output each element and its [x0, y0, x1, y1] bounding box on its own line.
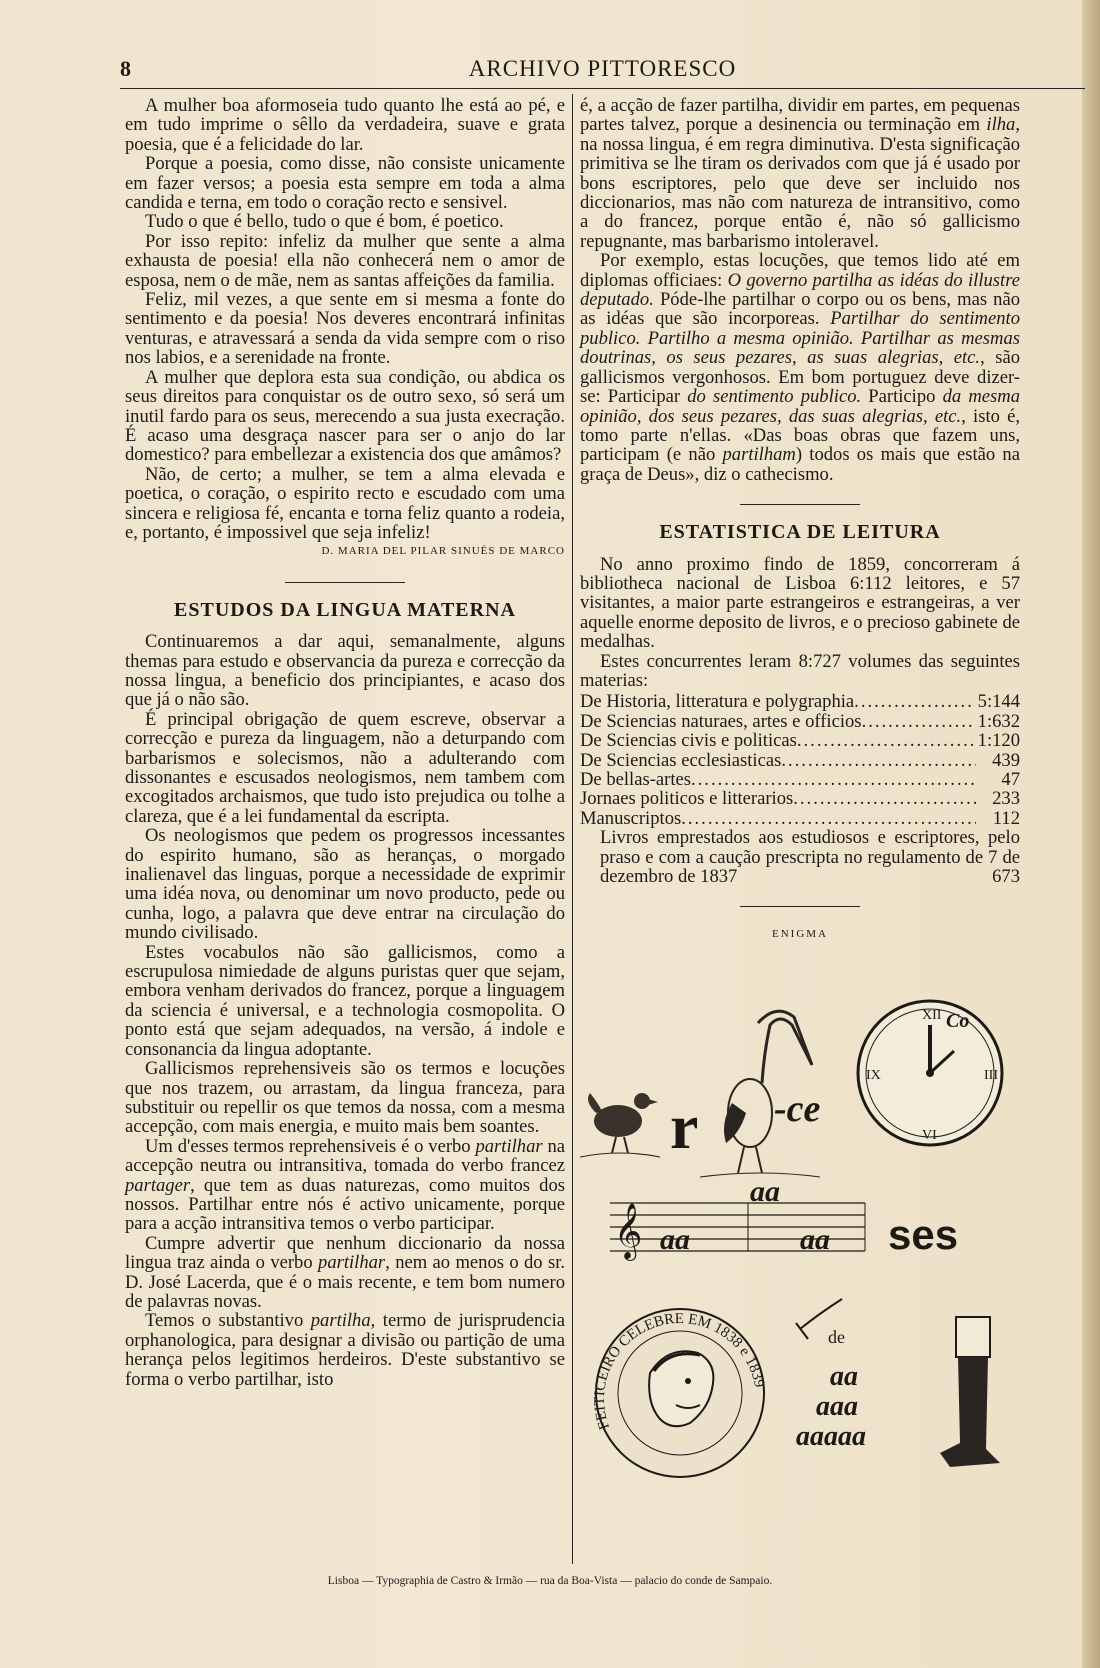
- enigma-rebus: [580, 953, 1020, 1513]
- hen-icon: [580, 1093, 660, 1157]
- medallion-inscription: FEITICEIRO CELEBRE EM 1838 e 1839: [591, 1310, 768, 1432]
- paragraph: Por exemplo, estas locuções, que temos lido até em diplomas officiaes: O governo partilha as idéas do illustre deputado. Póde-lhe partilhar o corpo ou os bens, mas não as idéas que são incorporeas. Partilhar do sentimento publico. Partilho a mesma opinião. Partilhar as mesmas doutrinas, os seus pezares, as suas alegrias, etc., são gallicismos vergonhosos. Em bom portuguez deve dizer-se: Participar do sentimento publico. Participo da mesma opinião, dos seus pezares, das suas alegrias, etc., isto é, tomo parte n'ellas. «Das boas obras que fazem uns, participam (e não partilham) todos os mais que estão na graça de Deus», diz o cathecismo.: [580, 250, 1021, 485]
- author-signature: D. MARIA DEL PILAR SINUÉS DE MARCO: [321, 545, 565, 558]
- paragraph: Cumpre advertir que nenhum diccionario da nossa lingua traz ainda o verbo partilhar, nem ao menos o do sr. D. José Lacerda, que é o mais recente, e tem bom numero de palavras novas.: [125, 1232, 566, 1312]
- rebus-staff-top: aa: [750, 1174, 780, 1208]
- stat-row: De Historia, litteratura e polygraphia ..... 5:144: [580, 692, 1020, 711]
- paragraph: é, a acção de fazer partilha, dividir em partes, em pequenas partes talvez, porque a desinencia ou terminação em ilha, na nossa lingua, é em regra diminutiva. D'esta significação primitiva se lhe tiram os derivados com que já é usado por bons escriptores, pelo que deve ser incluido nos diccionarios, mas não com natureza de intransitivo, como a do francez, porque então é, não só gallicismo repugnante, mas barbarismo intoleravel.: [580, 95, 1020, 252]
- rebus-staff-left: aa: [660, 1222, 690, 1256]
- page-header: [120, 52, 1085, 89]
- stat-row: Livros emprestados aos estudiosos e escriptores, pelo praso e com a caução prescripta no regulamento de 7 de dezembro de 1837 673: [600, 828, 1020, 887]
- stat-row: De Sciencias naturaes, artes e officios ..... 1:632: [580, 712, 1020, 731]
- stat-row: Jornaes politicos e litterarios ..... 233: [580, 789, 1020, 808]
- paragraph: Feliz, mil vezes, a que sente em si mesma a fonte do sentimento e da poesia! Nos deveres encontrará infinitas venturas, e atravessará a senda da vida sempre com o riso nos labios, e a serenidade na fronte.: [125, 289, 565, 369]
- svg-text:III: III: [984, 1067, 998, 1083]
- page-number: 8: [120, 56, 131, 81]
- paragraph: Não, de certo; a mulher, se tem a alma elevada e poetica, o coração, o espirito recto e escudado com uma sincera e religiosa fé, encanta e torna feliz quanto a rodeia, e, portanto, é impossivel que seja infeliz!: [125, 463, 565, 543]
- svg-text:VI: VI: [922, 1127, 937, 1143]
- rebus-ce: -ce: [774, 1087, 821, 1130]
- paragraph: Continuaremos a dar aqui, semanalmente, alguns themas para estudo e observancia da pureza e correcção da nossa lingua, a beneficio dos principiantes, e acaso dos que já o não são.: [125, 631, 565, 711]
- stat-row: Manuscriptos ..... 112: [580, 809, 1020, 828]
- rebus-staff-right: aa: [800, 1222, 830, 1256]
- paragraph: Um d'esses termos reprehensiveis é o verbo partilhar na accepção neutra ou intransitiva, tomada do verbo francez partager, que tem as duas naturezas, como muitos dos nossos. Partilhar entre nós é activo unicamente, porque para a acção intransitiva temos o verbo participar.: [125, 1135, 566, 1235]
- section-divider: [740, 906, 860, 907]
- boot-icon: [940, 1317, 1000, 1467]
- paragraph: A mulher boa aformoseia tudo quanto lhe está ao pé, e em tudo imprime o sêllo da verdadeira, suave e grata poesia, que é a felicidade do lar.: [125, 95, 565, 155]
- rebus-de: de: [828, 1326, 845, 1347]
- stat-row: De Sciencias civis e politicas ..... 1:120: [580, 731, 1020, 750]
- printer-imprint: Lisboa — Typographia de Castro & Irmão — rua da Boa-Vista — palacio do conde de Sampaio.: [327, 1575, 773, 1587]
- enigma-illustration: [580, 953, 1020, 1513]
- stat-row: De Sciencias ecclesiasticas ..... 439: [580, 751, 1020, 770]
- running-title: ARCHIVO PITTORESCO: [468, 56, 737, 81]
- paragraph: Temos o substantivo partilha, termo de jurisprudencia orphanologica, para designar a divisão ou partição de uma herança pelos legitimos herdeiros. D'este substantivo se forma o verbo partilhar, isto: [125, 1310, 565, 1390]
- paragraph: A mulher que deplora esta sua condição, ou abdica os seus direitos para conquistar os de outro sexo, só será um inutil fardo para os seus, merecendo a sua justa execração. É acaso uma desgraça nascer para ser o anjo do lar domestico? para embellezar a existencia dos que amâmos?: [125, 366, 565, 466]
- stat-row: De bellas-artes ..... 47: [580, 770, 1020, 789]
- paragraph: Estes vocabulos não são gallicismos, como a escrupulosa nimiedade de alguns puristas quer que sejam, embora venham derivados do francez, porque a linguagem da sciencia é universal, e a technologia cosmopolita. O ponto está que sejam adequados, na versão, á indole e consonancia da lingua adoptante.: [125, 941, 565, 1060]
- rebus-ses: ses: [888, 1210, 959, 1258]
- rebus-aa-line: aaa: [816, 1390, 858, 1422]
- svg-text:IX: IX: [866, 1067, 881, 1083]
- paragraph: Porque a poesia, como disse, não consiste unicamente em fazer versos; a poesia esta sempre em toda a alma candida e terna, em todo o coração recto e sensivel.: [125, 153, 565, 214]
- left-column: [125, 96, 565, 1389]
- paragraph: No anno proximo findo de 1859, concorreram á bibliotheca nacional de Lisboa 6:112 leitores, e 57 visitantes, a maior parte estrangeiros e estrangeiras, a ver aquelle enorme deposito de livros, e o precioso gabinete de medalhas.: [580, 553, 1020, 653]
- enigma-title: ENIGMA: [772, 928, 828, 941]
- page-edge: [1082, 0, 1100, 1668]
- paragraph: Gallicismos reprehensiveis são os termos e locuções que nos trazem, ou arrastam, da lingua franceza, para substituir ou repellir os que temos da nossa, com a mesma accepção, com mais energia, e muito mais bem soantes.: [125, 1058, 565, 1138]
- rebus-aa-line: aa: [830, 1360, 858, 1392]
- section-title-estatistica: ESTATISTICA DE LEITURA: [659, 521, 941, 544]
- rebus-letter-r: r: [670, 1090, 699, 1162]
- reading-statistics-table: [580, 692, 1020, 886]
- paragraph: É principal obrigação de quem escreve, observar a correcção e pureza da linguagem, não a deturpando com barbarismos e solecismos, não a adulterando com dissonantes e escusados neologismos, nem tambem com excogitados archaismos, que tudo isto prejudica ou tolhe a clareza, que é a lei fundamental da escripta.: [125, 708, 565, 827]
- section-divider: [740, 504, 860, 505]
- rebus-aa-line: aaaaa: [796, 1420, 866, 1452]
- paragraph: Tudo o que é bello, tudo o que é bom, é poetico.: [145, 211, 504, 233]
- paragraph: Os neologismos que pedem os progressos incessantes do espirito humano, são as heranças, o morgado inalienavel das linguas, porque a necessidade de exprimir uma idéa nova, ou denominar um novo producto, pede ou cunha, logo, a palavra que deve entrar na circulação do mundo civilisado.: [125, 825, 565, 944]
- right-column: [580, 96, 1020, 1513]
- svg-text:XII: XII: [922, 1007, 942, 1023]
- section-divider: [285, 582, 405, 583]
- section-title-estudos: ESTUDOS DA LINGUA MATERNA: [174, 598, 516, 621]
- clock-icon: [858, 1001, 1002, 1145]
- rebus-co: Co: [946, 1009, 970, 1032]
- column-divider: [572, 94, 573, 1564]
- paragraph: Por isso repito: infeliz da mulher que sente a alma exhausta de poesia! ella não conhecerá nem o amor de esposa, nem o de mãe, nem as santas affeições da familia.: [125, 230, 565, 291]
- paragraph: Estes concurrentes leram 8:727 volumes das seguintes materias:: [580, 650, 1020, 691]
- treble-clef-icon: 𝄞: [614, 1202, 643, 1259]
